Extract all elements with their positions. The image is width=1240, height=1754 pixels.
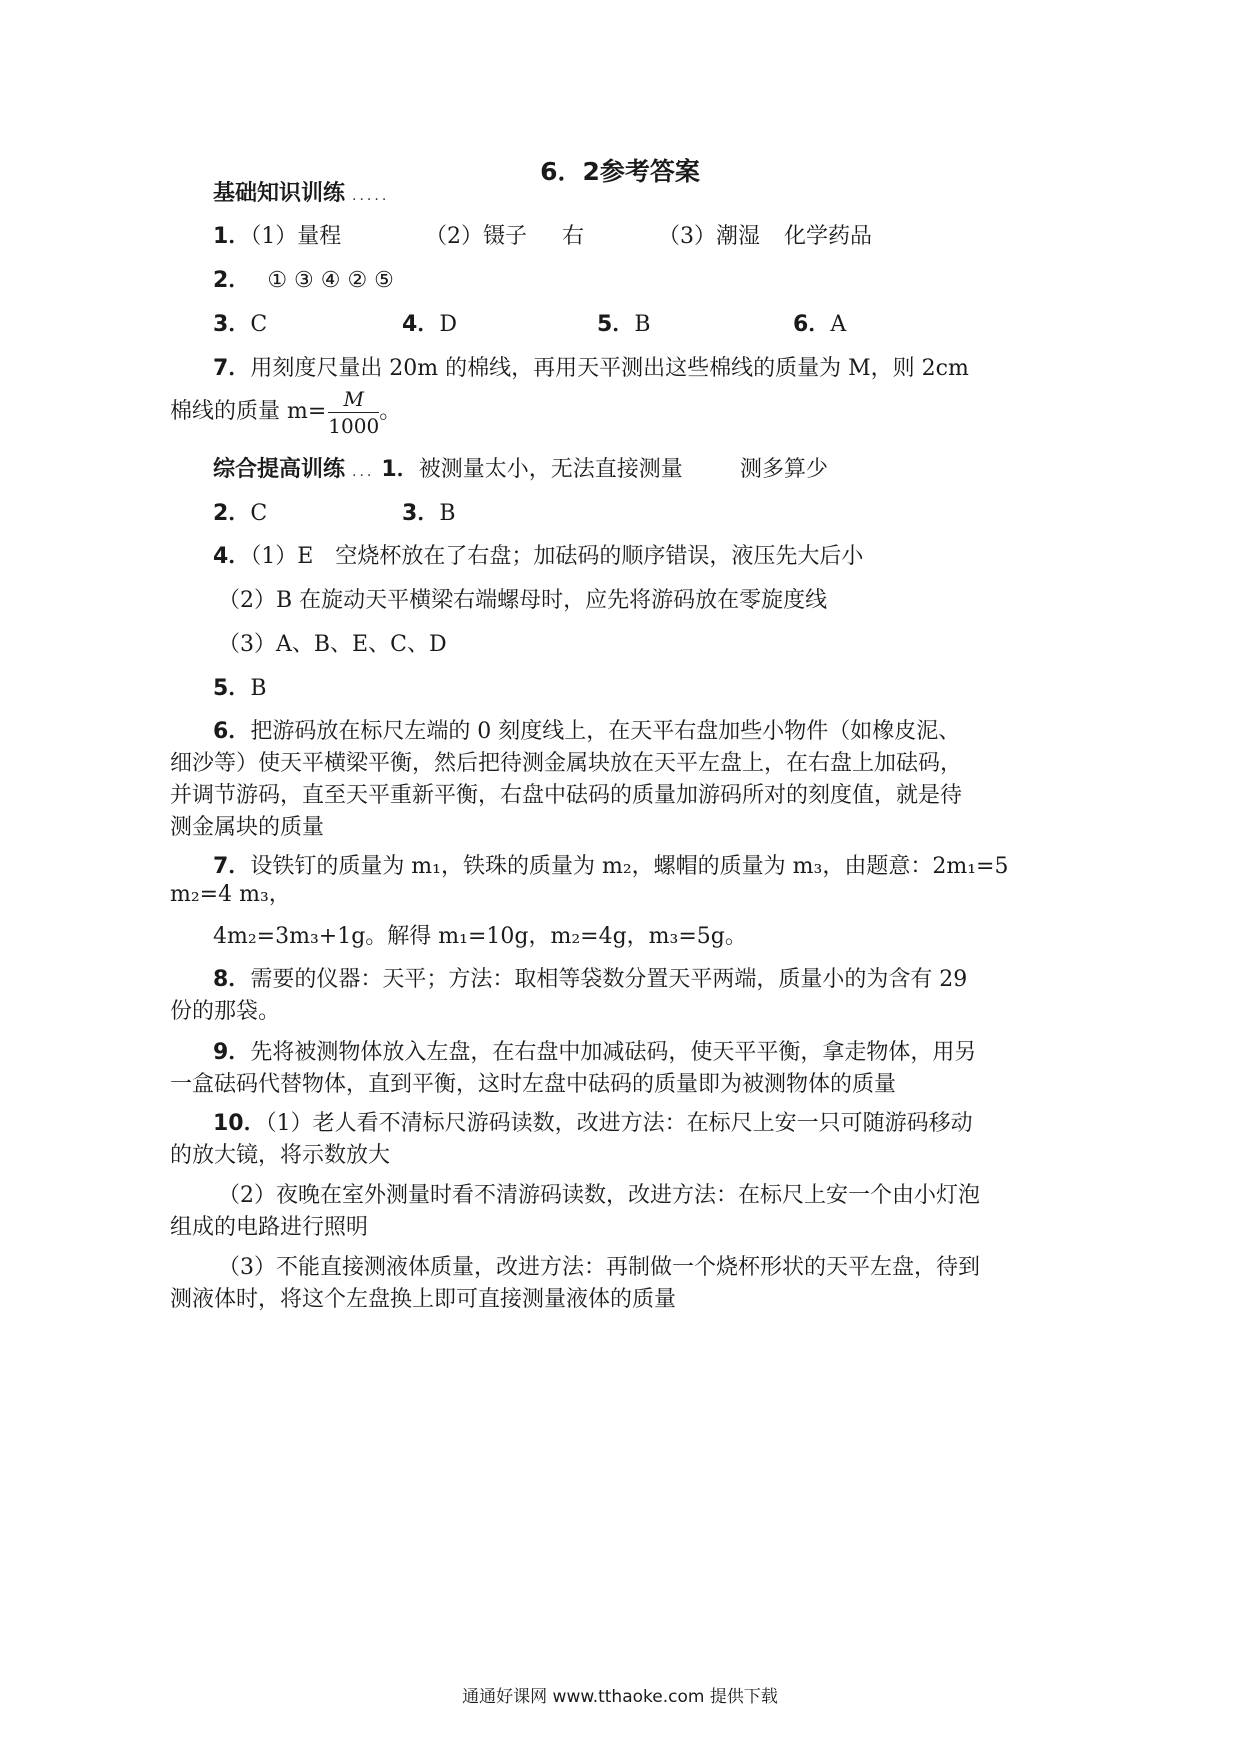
- advanced-q3: [402, 500, 455, 528]
- basic-q1: [213, 223, 341, 251]
- advanced-q5: [213, 675, 266, 703]
- question-number: 3．: [402, 501, 440, 526]
- advanced-q7-line1: [213, 853, 1008, 881]
- question-number: 10．: [213, 1111, 266, 1136]
- answer-text: B: [634, 312, 651, 337]
- section-heading-basic: 基础知识训练: [213, 181, 346, 206]
- question-number: 6．: [213, 719, 251, 744]
- answer-text: 先将被测物体放入左盘，在右盘中加减砝码，使天平平衡，拿走物体，用另一盒砝码代替物体，直到平衡，这时左盘中砝码的质量即为被测物体的质量: [170, 1040, 977, 1097]
- answer-text: 把游码放在标尺左端的 0 刻度线上，在天平右盘加些小物件（如橡皮泥、细沙等）使天平横梁平衡，然后把待测金属块放在天平左盘上，在右盘上加砝码，并调节游码，直至天平重新平衡，右盘中砝码的质量加游码所对的刻度值，就是待测金属块的质量: [170, 719, 963, 840]
- advanced-q10-p2: （2）夜晚在室外测量时看不清游码读数，改进方法：在标尺上安一个由小灯泡组成的电路进行照明: [170, 1183, 980, 1240]
- fraction-numerator: M: [328, 386, 379, 413]
- answer-text: 。: [379, 399, 402, 424]
- advanced-q1-b: 测多算少: [740, 457, 829, 482]
- answer-text: （1）老人看不清标尺游码读数，改进方法：在标尺上安一只可随游码移动的放大镜，将示数放大: [170, 1111, 973, 1168]
- question-number: 9．: [213, 1040, 251, 1065]
- answer-text: B: [250, 676, 267, 701]
- advanced-q4-line1: [213, 543, 863, 571]
- basic-q3: [213, 311, 267, 339]
- heading-dots: .....: [352, 188, 390, 204]
- basic-q1-b: （2）镊子: [425, 224, 527, 249]
- basic-q2: [213, 267, 394, 295]
- advanced-q10-p1: [170, 1108, 982, 1172]
- advanced-q4-line3: （3）A、B、E、C、D: [218, 632, 447, 657]
- basic-heading-row: [213, 180, 389, 210]
- question-number: 1．: [213, 224, 251, 249]
- answer-text: 棉线的质量 m=: [170, 399, 327, 424]
- question-number: 2．: [213, 268, 251, 293]
- advanced-q9: [170, 1037, 982, 1101]
- advanced-q7-line2: m₂=4 m₃，: [170, 882, 291, 907]
- basic-q7-line1: [213, 355, 969, 383]
- question-number: 5．: [597, 312, 635, 337]
- question-number: 2．: [213, 501, 251, 526]
- page-footer: 通通好课网 www.tthaoke.com 提供下载: [462, 1687, 778, 1707]
- section-heading-advanced: 综合提高训练: [213, 457, 346, 482]
- question-number: 3．: [213, 312, 251, 337]
- answer-text: 设铁钉的质量为 m₁，铁珠的质量为 m₂，螺帽的质量为 m₃，由题意：2m₁=5: [250, 854, 1009, 879]
- answer-text: D: [439, 312, 457, 337]
- answer-part: （1）量程: [250, 224, 342, 249]
- question-number: 7．: [213, 356, 251, 381]
- basic-q5: [597, 311, 650, 339]
- advanced-q4-line2: （2）B 在旋动天平横梁右端螺母时，应先将游码放在零旋度线: [218, 588, 828, 613]
- answer-text: C: [250, 501, 268, 526]
- fraction: [328, 386, 379, 439]
- answer-text: 用刻度尺量出 20m 的棉线，再用天平测出这些棉线的质量为 M，则 2cm: [250, 356, 969, 381]
- answer-text: B: [439, 501, 456, 526]
- basic-q1-d: （3）潮湿: [658, 224, 760, 249]
- advanced-q2: [213, 500, 267, 528]
- question-number: 5．: [213, 676, 251, 701]
- answer-text: ① ③ ④ ② ⑤: [267, 268, 394, 293]
- answer-text: 需要的仪器：天平；方法：取相等袋数分置天平两端，质量小的为含有 29 份的那袋。: [170, 967, 968, 1024]
- advanced-q7-line3: 4m₂=3m₃+1g。解得 m₁=10g，m₂=4g，m₃=5g。: [213, 924, 747, 949]
- question-number: 6．: [793, 312, 831, 337]
- answer-text: A: [830, 312, 847, 337]
- answer-text: C: [250, 312, 268, 337]
- question-number: 1．: [381, 457, 419, 482]
- question-number: 4．: [402, 312, 440, 337]
- advanced-q8: [170, 964, 982, 1028]
- question-number: 7．: [213, 854, 251, 879]
- basic-q4: [402, 311, 457, 339]
- fraction-denominator: 1000: [328, 413, 380, 438]
- answer-text: （1）E 空烧杯放在了右盘；加砝码的顺序错误，液压先大后小: [250, 544, 864, 569]
- basic-q6: [793, 311, 846, 339]
- advanced-q10-p3: （3）不能直接测液体质量，改进方法：再制做一个烧杯形状的天平左盘，待到测液体时，将这个左盘换上即可直接测量液体的质量: [170, 1255, 980, 1312]
- question-number: 4．: [213, 544, 251, 569]
- heading-dots: ...: [352, 464, 375, 480]
- basic-q7-line2: [170, 385, 401, 439]
- page-title: 6．2参考答案: [540, 157, 700, 186]
- question-number: 8．: [213, 967, 251, 992]
- basic-q1-c: 右: [562, 224, 585, 249]
- advanced-heading-row: [213, 456, 683, 486]
- basic-q1-e: 化学药品: [784, 224, 873, 249]
- answer-text: 被测量太小，无法直接测量: [418, 457, 683, 482]
- advanced-q6: [170, 716, 982, 844]
